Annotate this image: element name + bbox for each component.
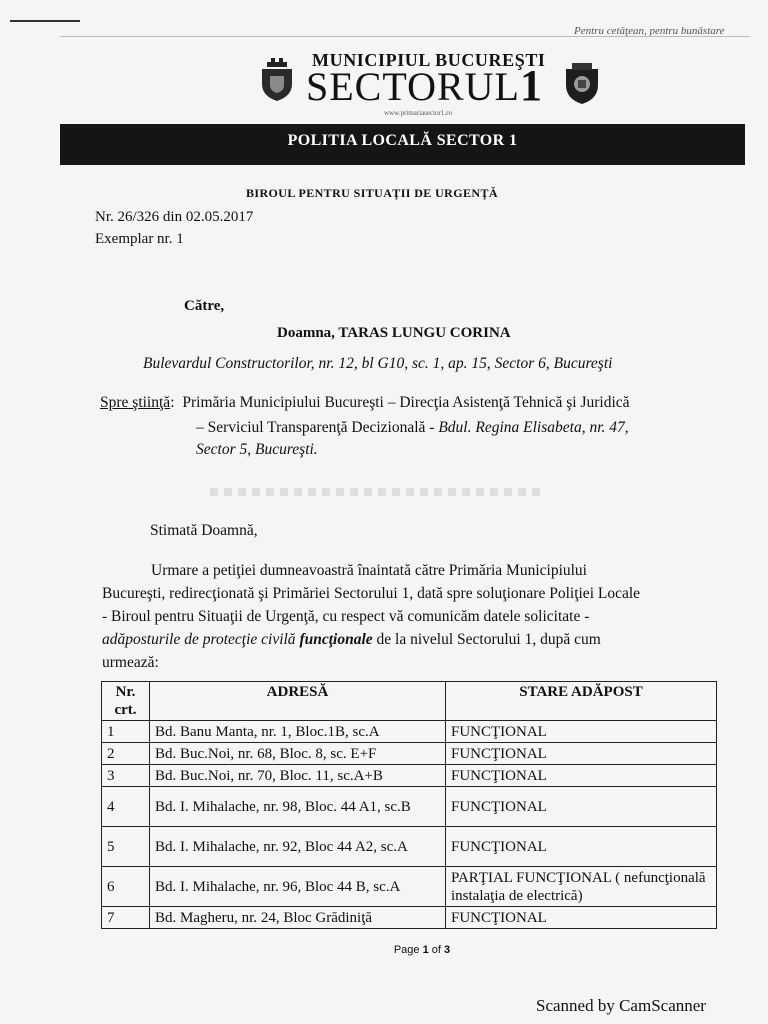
website-url: www.primariasector1.ro bbox=[384, 109, 452, 117]
row-address: Bd. Magheru, nr. 24, Bloc Grădiniţă bbox=[150, 907, 446, 929]
page-number bbox=[0, 944, 768, 956]
table-header-row bbox=[102, 682, 717, 721]
sector-title bbox=[306, 61, 543, 110]
table-row bbox=[102, 867, 717, 907]
paragraph-line-4-rest: de la nivelul Sectorului 1, după cum bbox=[372, 631, 601, 648]
row-nr: 5 bbox=[102, 827, 150, 867]
cc-street: Bdul. Regina Elisabeta, nr. 47, bbox=[438, 419, 629, 436]
row-status: FUNCŢIONAL bbox=[446, 827, 717, 867]
table-row bbox=[102, 721, 717, 743]
row-status: FUNCŢIONAL bbox=[446, 743, 717, 765]
cc-line-2 bbox=[196, 419, 629, 437]
paragraph-line-2: Bucureşti, redirecţionată şi Primăriei Sectorului 1, dată spre soluţionare Poliţiei Locale bbox=[102, 585, 641, 602]
cc-recipient: Primăria Municipiului Bucureşti – Direcţia Asistenţă Tehnică şi Juridică bbox=[182, 394, 630, 411]
sector1-crest-icon bbox=[563, 61, 601, 105]
page-current: 1 bbox=[422, 944, 429, 956]
cc-label: Spre ştiinţă bbox=[100, 394, 171, 411]
row-status: FUNCŢIONAL bbox=[446, 721, 717, 743]
header-address: ADRESĂ bbox=[150, 682, 446, 721]
scan-mark bbox=[10, 20, 80, 22]
functional-text: funcţionale bbox=[299, 631, 373, 648]
cc-line-3: Sector 5, Bucureşti. bbox=[196, 441, 318, 458]
row-address: Bd. Buc.Noi, nr. 68, Bloc. 8, sc. E+F bbox=[150, 743, 446, 765]
row-nr: 2 bbox=[102, 743, 150, 765]
header-banner bbox=[60, 124, 745, 165]
row-status: PARŢIAL FUNCŢIONAL ( nefuncţională instalaţia de electrică) bbox=[446, 867, 717, 907]
row-nr: 7 bbox=[102, 907, 150, 929]
row-address: Bd. I. Mihalache, nr. 96, Bloc 44 B, sc.A bbox=[150, 867, 446, 907]
row-address: Bd. I. Mihalache, nr. 92, Bloc 44 A2, sc.A bbox=[150, 827, 446, 867]
row-status: FUNCŢIONAL bbox=[446, 765, 717, 787]
cc-line-1 bbox=[100, 394, 630, 412]
salutation: Stimată Doamnă, bbox=[150, 522, 258, 539]
row-nr: 4 bbox=[102, 787, 150, 827]
paragraph-line-4 bbox=[102, 628, 717, 651]
copy-number: Exemplar nr. 1 bbox=[95, 231, 184, 247]
page-total: 3 bbox=[444, 944, 451, 956]
shelters-text: adăposturile de protecţie civilă bbox=[102, 631, 300, 648]
scanner-watermark: Scanned by CamScanner bbox=[536, 996, 706, 1015]
to-label: Către, bbox=[184, 298, 225, 314]
sector-number: 1 bbox=[519, 61, 543, 110]
header-tagline: Pentru cetăţean, pentru bunăstare bbox=[574, 25, 725, 37]
paragraph-line-3: - Biroul pentru Situaţii de Urgenţă, cu respect vă comunicăm datele solicitate - bbox=[102, 608, 590, 625]
row-status: FUNCŢIONAL bbox=[446, 907, 717, 929]
row-nr: 6 bbox=[102, 867, 150, 907]
row-address: Bd. Banu Manta, nr. 1, Bloc.1B, sc.A bbox=[150, 721, 446, 743]
page-prefix: Page bbox=[393, 944, 423, 956]
scan-smudge bbox=[210, 488, 540, 496]
table-row bbox=[102, 765, 717, 787]
bucharest-crest-icon bbox=[258, 58, 296, 102]
table-row bbox=[102, 907, 717, 929]
banner-title: POLITIA LOCALĂ SECTOR 1 bbox=[287, 132, 518, 149]
shelters-table bbox=[101, 681, 717, 929]
sector-word: SECTORUL bbox=[306, 64, 520, 109]
table-row bbox=[102, 827, 717, 867]
municipality-title: MUNICIPIUL BUCUREŞTI bbox=[312, 50, 546, 70]
row-status: FUNCŢIONAL bbox=[446, 787, 717, 827]
row-address: Bd. Buc.Noi, nr. 70, Bloc. 11, sc.A+B bbox=[150, 765, 446, 787]
table-row bbox=[102, 787, 717, 827]
header-nr: Nr. crt. bbox=[102, 682, 150, 721]
table-row bbox=[102, 743, 717, 765]
row-address: Bd. I. Mihalache, nr. 98, Bloc. 44 A1, sc.B bbox=[150, 787, 446, 827]
body-paragraph bbox=[102, 559, 717, 674]
row-nr: 3 bbox=[102, 765, 150, 787]
paragraph-line-1-text: Urmare a petiţiei dumneavoastră înaintată către Primăria Municipiului bbox=[151, 562, 587, 579]
header-status: STARE ADĂPOST bbox=[446, 682, 717, 721]
paragraph-line-1 bbox=[102, 559, 717, 582]
header-divider bbox=[60, 36, 750, 37]
reference-number: Nr. 26/326 din 02.05.2017 bbox=[95, 209, 254, 225]
page-of: of bbox=[428, 944, 445, 956]
cc-colon: : bbox=[170, 394, 175, 411]
row-nr: 1 bbox=[102, 721, 150, 743]
addressee-name: Doamna, TARAS LUNGU CORINA bbox=[277, 325, 511, 341]
cc-service: – Serviciul Transparenţă Decizională - bbox=[196, 419, 439, 436]
addressee-address: Bulevardul Constructorilor, nr. 12, bl G10, sc. 1, ap. 15, Sector 6, Bucureşti bbox=[143, 355, 613, 372]
department-title: BIROUL PENTRU SITUAŢII DE URGENŢĂ bbox=[246, 186, 498, 200]
paragraph-line-5: urmează: bbox=[102, 654, 159, 671]
